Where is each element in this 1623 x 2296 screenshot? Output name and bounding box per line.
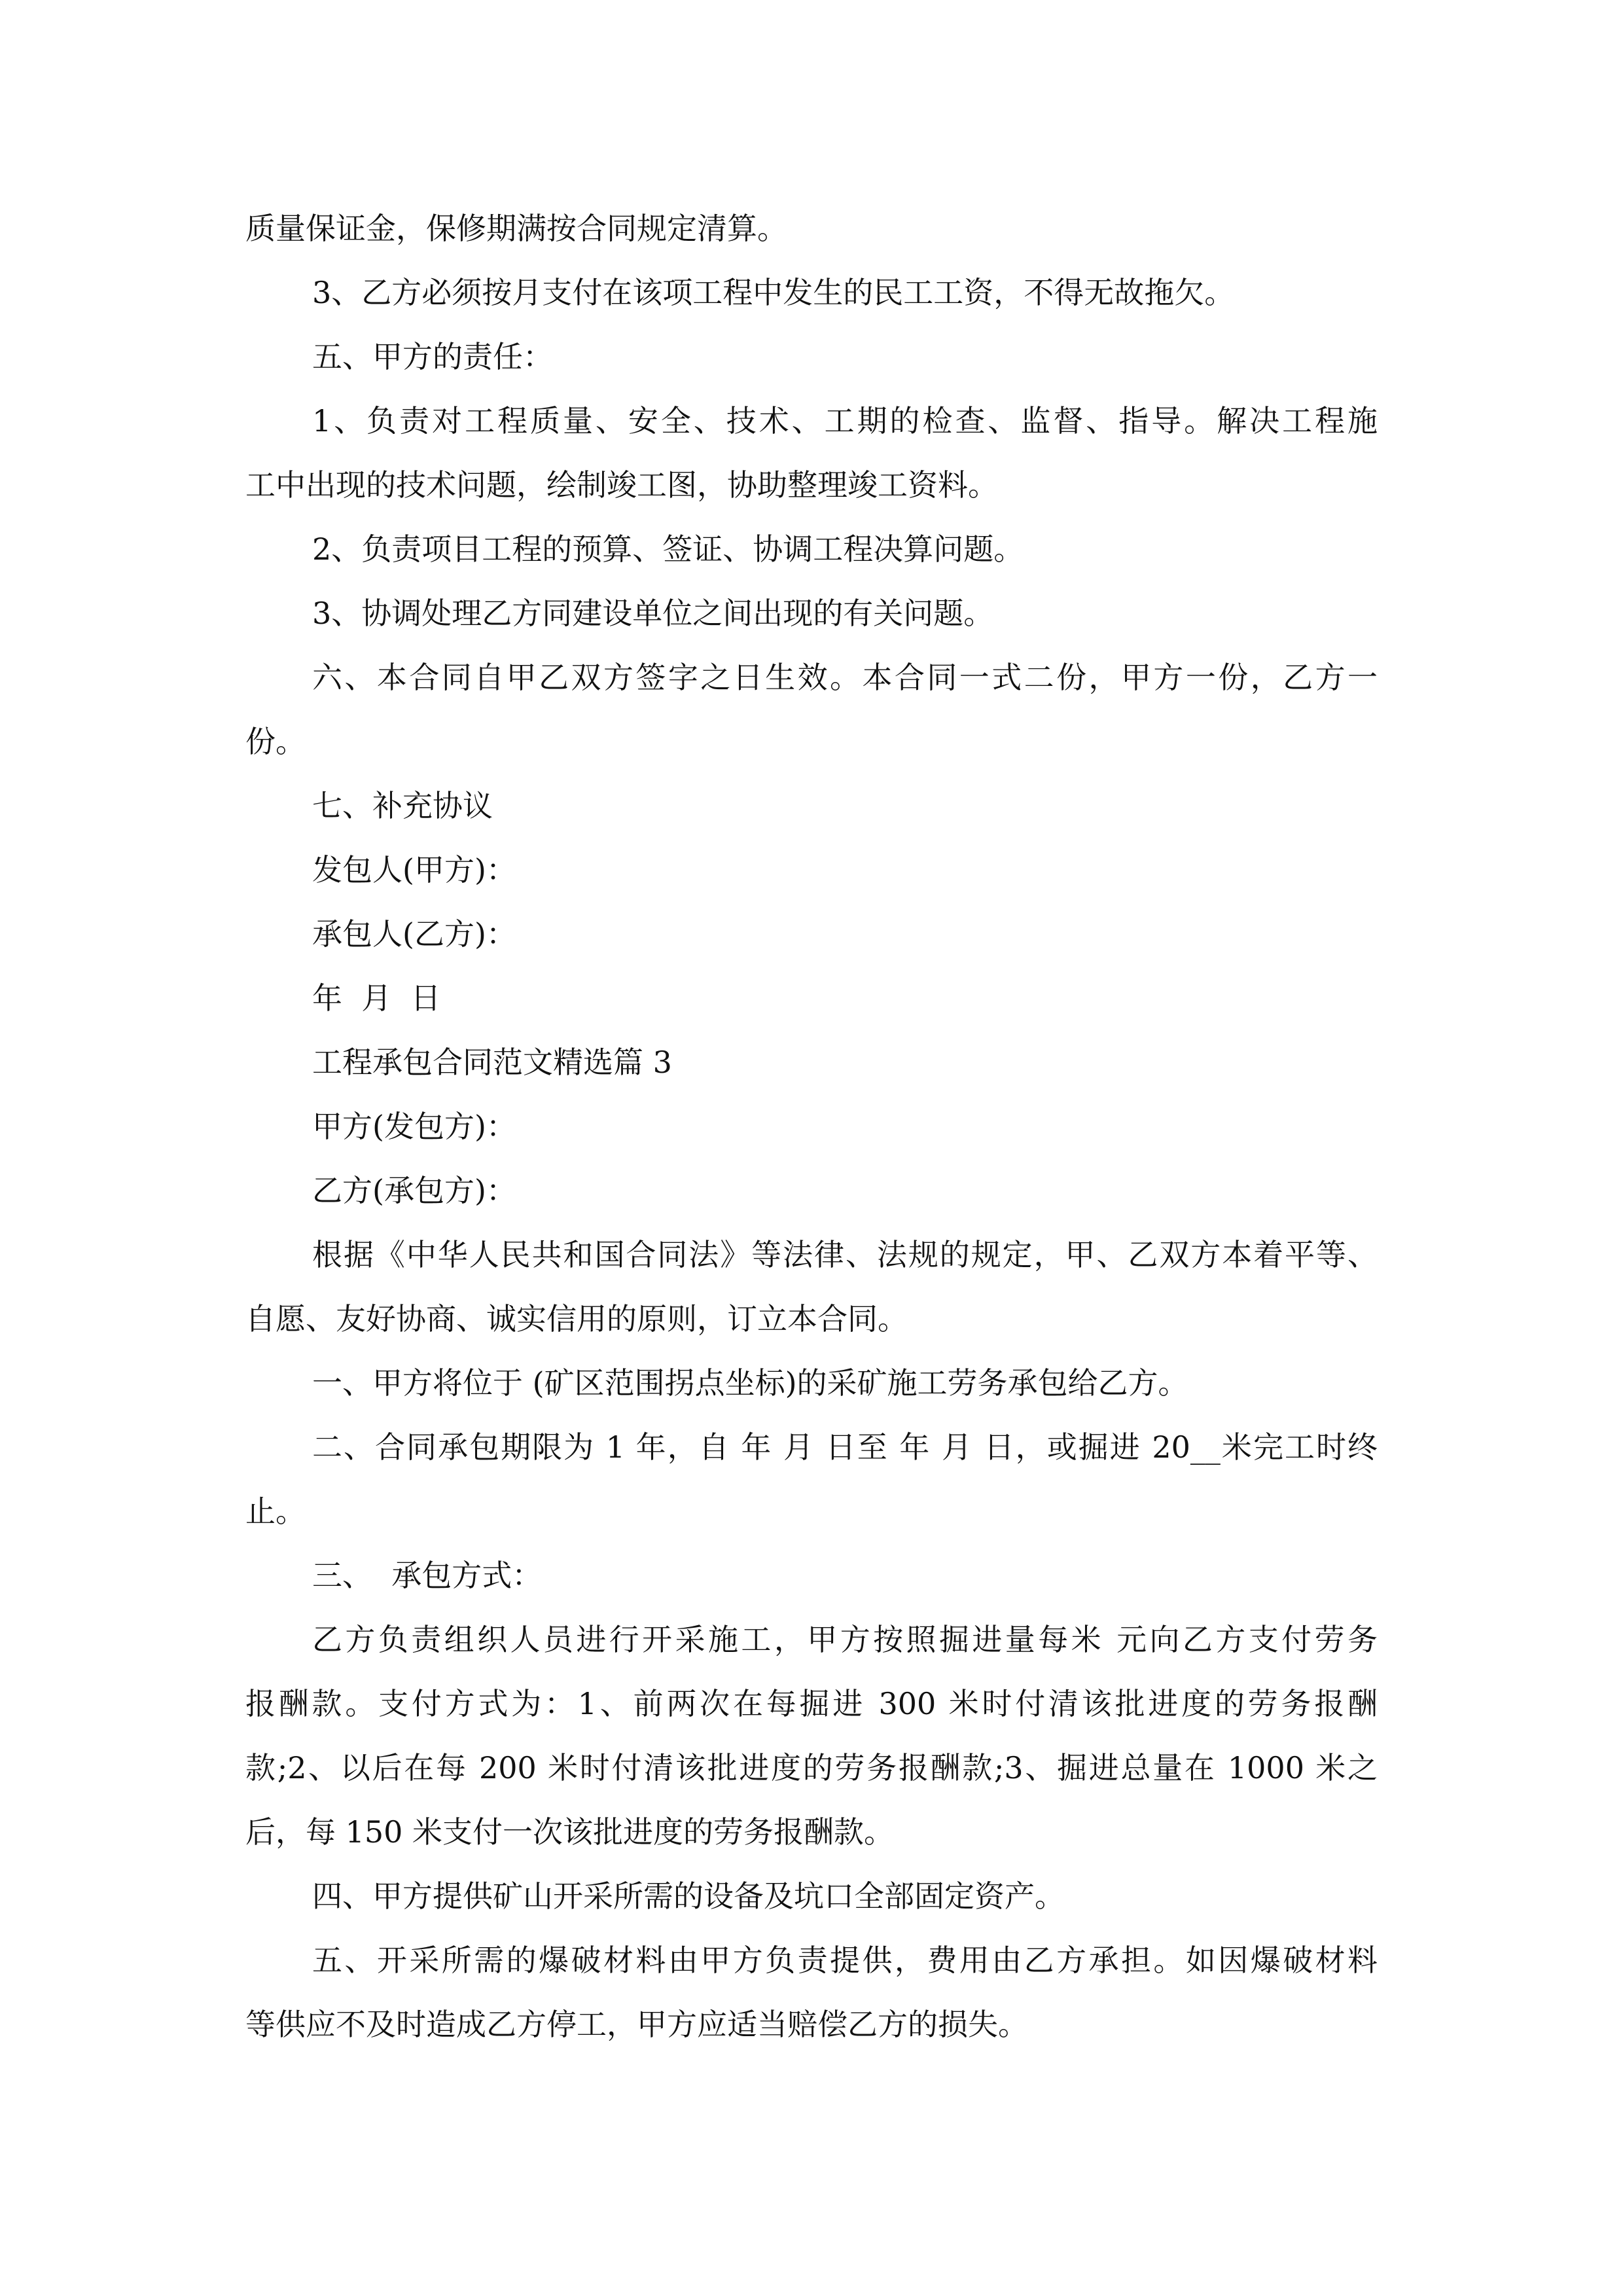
text-line: 五、开采所需的爆破材料由甲方负责提供，费用由乙方承担。如因爆破材料 xyxy=(312,1943,1378,1978)
text-line: 2、负责项目工程的预算、签证、协调工程决算问题。 xyxy=(312,531,1024,567)
text-line: 根据《中华人民共和国合同法》等法律、法规的规定，甲、乙双方本着平等、 xyxy=(312,1237,1378,1272)
text-line: 二、合同承包期限为 1 年，自 年 月 日至 年 月 日，或掘进 20__米完工时终 xyxy=(312,1429,1378,1465)
text-line: 一、甲方将位于 (矿区范围拐点坐标)的采矿施工劳务承包给乙方。 xyxy=(312,1365,1188,1401)
party-b-line: 乙方(承包方)： xyxy=(312,1173,516,1208)
text-line: 报酬款。支付方式为：1、前两次在每掘进 300 米时付清该批进度的劳务报酬 xyxy=(245,1686,1378,1721)
text-line: 3、协调处理乙方同建设单位之间出现的有关问题。 xyxy=(312,596,994,631)
text-line: 止。 xyxy=(245,1494,306,1529)
text-line: 款;2、以后在每 200 米时付清该批进度的劳务报酬款;3、掘进总量在 1000 米之 xyxy=(245,1750,1378,1785)
document-title: 工程承包合同范文精选篇 3 xyxy=(312,1045,672,1080)
signature-line-party-b: 承包人(乙方)： xyxy=(312,916,516,952)
text-line: 六、本合同自甲乙双方签字之日生效。本合同一式二份，甲方一份，乙方一 xyxy=(312,660,1378,695)
date-line: 年 月 日 xyxy=(312,980,441,1016)
text-line: 乙方负责组织人员进行开采施工，甲方按照掘进量每米 元向乙方支付劳务 xyxy=(312,1622,1378,1657)
text-line: 1、负责对工程质量、安全、技术、工期的检查、监督、指导。解决工程施 xyxy=(312,403,1378,439)
text-line: 四、甲方提供矿山开采所需的设备及坑口全部固定资产。 xyxy=(312,1878,1065,1914)
document-page xyxy=(245,196,1378,2056)
section-heading: 三、 承包方式： xyxy=(312,1558,543,1593)
text-line: 3、乙方必须按月支付在该项工程中发生的民工工资，不得无故拖欠。 xyxy=(312,275,1235,310)
text-line: 工中出现的技术问题，绘制竣工图，协助整理竣工资料。 xyxy=(245,467,998,503)
section-heading: 七、补充协议 xyxy=(312,788,493,823)
text-line: 质量保证金，保修期满按合同规定清算。 xyxy=(245,211,787,246)
section-heading: 五、甲方的责任： xyxy=(312,339,553,374)
signature-line-party-a: 发包人(甲方)： xyxy=(312,852,516,888)
text-line: 自愿、友好协商、诚实信用的原则，订立本合同。 xyxy=(245,1301,908,1336)
text-line: 后，每 150 米支付一次该批进度的劳务报酬款。 xyxy=(245,1814,895,1850)
party-a-line: 甲方(发包方)： xyxy=(312,1109,516,1144)
text-line: 份。 xyxy=(245,724,306,759)
text-line: 等供应不及时造成乙方停工，甲方应适当赔偿乙方的损失。 xyxy=(245,2007,1028,2042)
